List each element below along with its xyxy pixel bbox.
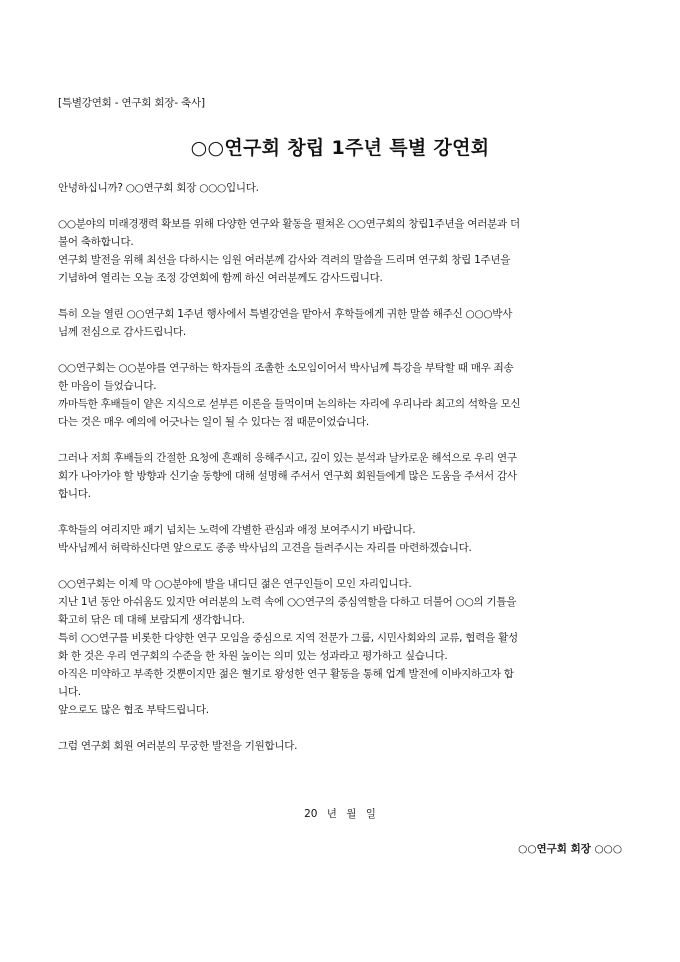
paragraph-line: 다는 것은 매우 예의에 어긋나는 일이 될 수 있다는 점 때문이었습니다. bbox=[58, 416, 369, 428]
paragraph-line: 박사님께서 허락하신다면 앞으로도 종종 박사님의 고견을 들려주시는 자리를 마련하겠습니다. bbox=[58, 542, 472, 554]
paragraph-line: 님께 전심으로 감사드립니다. bbox=[58, 326, 186, 338]
paragraph-line: 그럼 연구회 회원 여러분의 무궁한 발전을 기원합니다. bbox=[58, 740, 298, 752]
paragraph-line: 연구회 발전을 위해 최선을 다하시는 임원 여러분께 감사와 격려의 말씀을 드리며 연구회 창립 1주년을 bbox=[58, 254, 511, 266]
document-body bbox=[58, 179, 624, 773]
paragraph bbox=[58, 521, 624, 557]
paragraph-line: 회가 나아가야 할 방향과 신기술 동향에 대해 설명해 주셔서 연구회 회원들에게 많은 도움을 주셔서 감사 bbox=[58, 470, 517, 482]
paragraph-line: 합니다. bbox=[58, 488, 91, 500]
paragraph-line: 불어 축하합니다. bbox=[58, 236, 134, 248]
date-line: 20 년 월 일 bbox=[304, 808, 376, 820]
paragraph bbox=[58, 575, 624, 719]
paragraph bbox=[58, 449, 624, 503]
paragraph bbox=[58, 179, 624, 197]
paragraph bbox=[58, 305, 624, 341]
paragraph-line: 그러나 저희 후배들의 간절한 요청에 흔쾌히 응해주시고, 깊이 있는 분석과 날카로운 해석으로 우리 연구 bbox=[58, 452, 517, 464]
paragraph bbox=[58, 737, 624, 755]
document-header-tag: [특별강연회 - 연구회 회장- 축사] bbox=[58, 97, 205, 109]
paragraph bbox=[58, 359, 624, 431]
paragraph bbox=[58, 215, 624, 287]
paragraph-line: 앞으로도 많은 협조 부탁드립니다. bbox=[58, 704, 209, 716]
paragraph-line: ○○연구회는 이제 막 ○○분야에 발을 내디딘 젊은 연구인들이 모인 자리입니다. bbox=[58, 578, 412, 590]
paragraph-line: 지난 1년 동안 아쉬움도 있지만 여러분의 노력 속에 ○○연구의 중심역할을 다하고 더불어 ○○의 기틀을 bbox=[58, 596, 517, 608]
paragraph-line: 확고히 닦은 데 대해 보람되게 생각합니다. bbox=[58, 614, 245, 626]
paragraph-line: ○○연구회는 ○○분야를 연구하는 학자들의 조촐한 소모임이어서 박사님께 특강을 부탁할 때 매우 죄송 bbox=[58, 362, 514, 374]
paragraph-line: 후학들의 여리지만 패기 넘치는 노력에 각별한 관심과 애정 보여주시기 바랍니다. bbox=[58, 524, 416, 536]
paragraph-line: 한 마음이 들었습니다. bbox=[58, 380, 157, 392]
paragraph-line: 특히 오늘 열린 ○○연구회 1주년 행사에서 특별강연을 맡아서 후학들에게 귀한 말씀 해주신 ○○○박사 bbox=[58, 308, 513, 320]
paragraph-line: 화 한 것은 우리 연구회의 수준을 한 차원 높이는 의미 있는 성과라고 평가하고 싶습니다. bbox=[58, 650, 448, 662]
paragraph-line: 안녕하십니까? ○○연구회 회장 ○○○입니다. bbox=[58, 182, 259, 194]
paragraph-line: 니다. bbox=[58, 686, 81, 698]
paragraph-line: 아직은 미약하고 부족한 것뿐이지만 젊은 혈기로 왕성한 연구 활동을 통해 업계 발전에 이바지하고자 합 bbox=[58, 668, 514, 680]
paragraph-line: 까마득한 후배들이 얕은 지식으로 섣부른 이론을 들먹이며 논의하는 자리에 우리나라 최고의 석학을 모신 bbox=[58, 398, 521, 410]
paragraph-line: ○○분야의 미래경쟁력 확보를 위해 다양한 연구와 활동을 펼쳐온 ○○연구회의 창립1주년을 여러분과 더 bbox=[58, 218, 520, 230]
signature: ○○연구회 회장 ○○○ bbox=[518, 843, 622, 855]
paragraph-line: 기념하여 열리는 오늘 조정 강연회에 함께 하신 여러분께도 감사드립니다. bbox=[58, 272, 383, 284]
paragraph-line: 특히 ○○연구를 비롯한 다양한 연구 모임을 중심으로 지역 전문가 그룹, 시민사회와의 교류, 협력을 활성 bbox=[58, 632, 518, 644]
document-title: ○○연구회 창립 1주년 특별 강연회 bbox=[190, 137, 490, 159]
